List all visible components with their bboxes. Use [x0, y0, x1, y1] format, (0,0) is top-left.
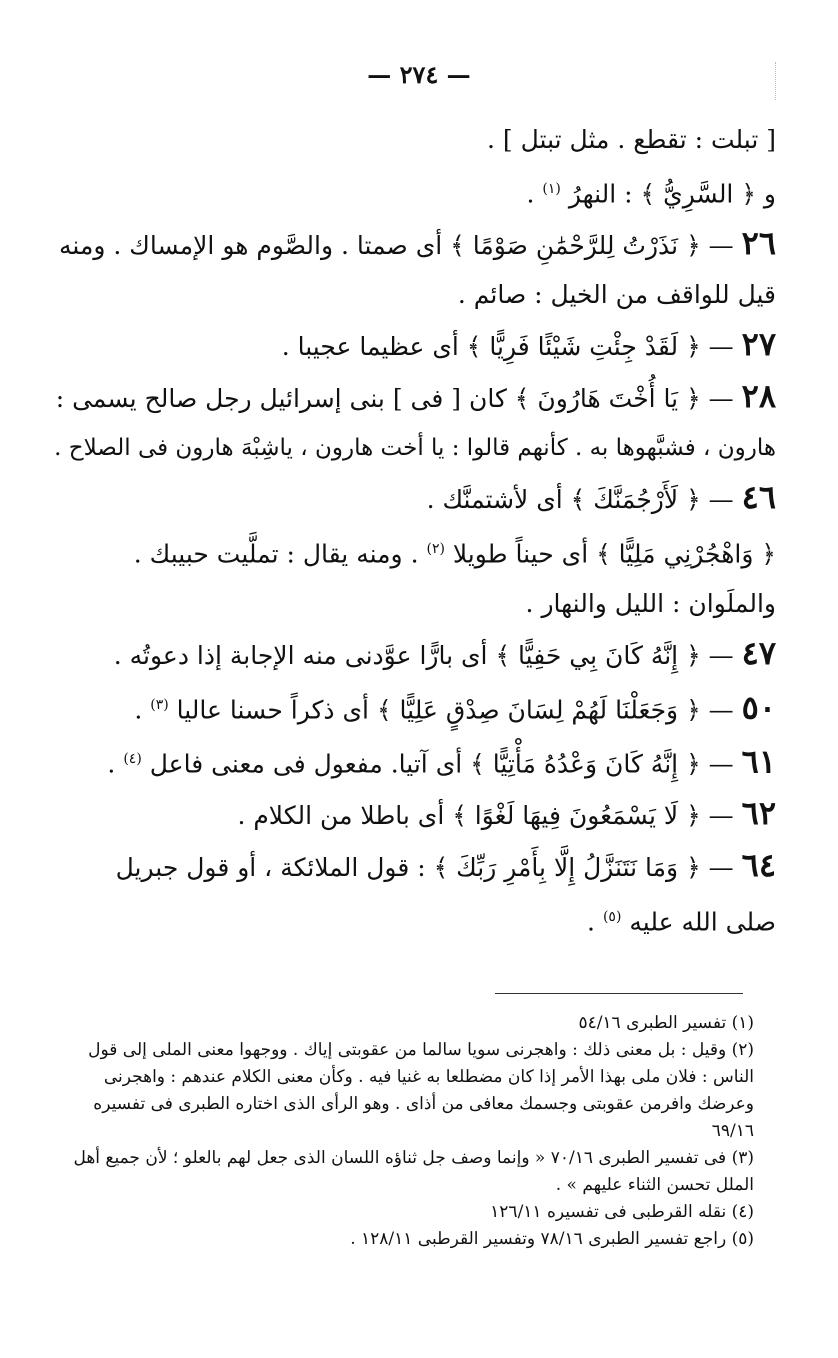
verse-text: — ﴿ وَمَا نَتَنَزَّلُ إِلَّا بِأَمْرِ رَبِّكَ ﴾ : قول الملائكة ، أو قول جبريل — [115, 853, 734, 883]
verse-number: ٦٤ — [741, 846, 776, 885]
footnote-1: (١) تفسير الطبرى ٥٤/١٦ — [578, 1013, 754, 1033]
text-line-tublat — [50, 125, 776, 155]
line-end: . ومنه يقال : تملَّيت حبيبك . — [133, 539, 419, 569]
verse-46-malawan — [50, 589, 776, 619]
verse-61 — [50, 744, 776, 779]
text-line-sari — [50, 174, 776, 209]
verse-28 — [50, 377, 776, 416]
verse-text: — ﴿ وَجَعَلْنَا لَهُمْ لِسَانَ صِدْقٍ عَلِيًّا ﴾ أى ذكراً حسنا عاليا — [176, 694, 734, 724]
verse-46-hujr — [50, 534, 776, 569]
verse-text: — ﴿ إِنَّهُ كَانَ بِي حَفِيًّا ﴾ أى بارًّا عوَّدنى منه الإجابة إذا دعوتُه . — [113, 640, 734, 670]
verse-26 — [50, 224, 776, 263]
verse-number: ٤٧ — [741, 633, 776, 672]
footnote-separator — [495, 993, 743, 994]
footnote-ref-2: (٢) — [426, 541, 445, 558]
footnotes — [50, 1010, 776, 1253]
verse-text: هارون ، فشبَّهوها به . كأنهم قالوا : يا أخت هارون ، ياشِبْهَ هارون فى الصلاح . — [54, 435, 776, 462]
line-text: و ﴿ السَّرِيُّ ﴾ : النهرُ — [568, 179, 776, 209]
verse-text: — ﴿ لَا يَسْمَعُونَ فِيهَا لَغْوًا ﴾ أى باطلا من الكلام . — [237, 801, 734, 831]
verse-50 — [50, 687, 776, 726]
verse-62 — [50, 794, 776, 833]
verse-number: ٢٨ — [741, 377, 776, 416]
verse-text: قيل للواقف من الخيل : صائم . — [457, 280, 776, 310]
line-end: . — [134, 694, 143, 724]
footnote-5: (٥) راجع تفسير الطبرى ٧٨/١٦ وتفسير القرطبى ١٢٨/١١ . — [350, 1229, 754, 1249]
verse-number: ٢٧ — [741, 325, 776, 364]
main-text — [50, 125, 776, 957]
verse-number: ٥٠ — [741, 687, 776, 726]
verse-number: ٢٦ — [741, 224, 776, 263]
footnote-ref-4: (٤) — [123, 750, 142, 767]
verse-text: — ﴿ نَذَرْتُ لِلرَّحْمَٰنِ صَوْمًا ﴾ أى صمتا . والصَّوم هو الإمساك . ومنه — [59, 231, 734, 261]
verse-text: — ﴿ يَا أُخْتَ هَارُونَ ﴾ كان [ فى ] بنى إسرائيل رجل صالح يسمى : — [55, 384, 734, 414]
footnote-3: (٣) فى تفسير الطبرى ٧٠/١٦ « وإنما وصف جل ثناؤه اللسان الذى جعل لهم بالعلو ؛ لأن جميع أهل الملل تحسن الثناء عليهم » . — [73, 1148, 754, 1195]
line-end: . — [107, 749, 116, 779]
verse-number: ٦١ — [741, 742, 776, 781]
line-text: [ تبلت : تقطع . مثل تبتل ] . — [487, 125, 776, 154]
line-end: . — [587, 907, 595, 937]
verse-46 — [50, 478, 776, 517]
verse-text: والملَوان : الليل والنهار . — [525, 588, 776, 618]
footnote-ref-1: (١) — [542, 181, 561, 197]
verse-64-continuation — [50, 902, 776, 937]
verse-number: ٦٢ — [741, 794, 776, 833]
footnote-ref-5: (٥) — [602, 909, 622, 926]
verse-27 — [50, 325, 776, 364]
verse-text: — ﴿ لَقَدْ جِئْتِ شَيْئًا فَرِيًّا ﴾ أى عظيما عجيبا . — [281, 332, 734, 362]
verse-text: — ﴿ إِنَّهُ كَانَ وَعْدُهُ مَأْتِيًّا ﴾ أى آتيا. مفعول فى معنى فاعل — [149, 749, 734, 779]
verse-26-continuation — [50, 280, 776, 310]
footnote-4: (٤) نقله القرطبى فى تفسيره ١٢٦/١١ — [490, 1202, 754, 1222]
footnote-2: (٢) وقيل : بل معنى ذلك : واهجرنى سويا سالما من عقوبتى إياك . ووجهوا معنى الملى إلى قول الناس : فلان ملى بهذا الأمر إذا كان مضطلعا به غنيا فيه . وكأن معنى الكلام عندهم : واهجرنى وعرضك وافرمن عقوبتى وجسمك معافى من أذاى . وهو الرأى الذى اختاره الطبرى فى تفسيره ٦٩/١٦ — [88, 1040, 754, 1141]
verse-text: ﴿ وَاهْجُرْنِي مَلِيًّا ﴾ أى حيناً طويلا — [452, 539, 776, 569]
verse-number: ٤٦ — [741, 478, 776, 517]
line-end: . — [526, 179, 535, 209]
verse-28-continuation — [50, 433, 776, 463]
footnote-ref-3: (٣) — [150, 696, 169, 713]
verse-text: — ﴿ لَأَرْجُمَنَّكَ ﴾ أى لأشتمنَّك . — [426, 485, 734, 515]
verse-47 — [50, 633, 776, 672]
verse-64 — [50, 846, 776, 885]
verse-text: صلى الله عليه — [629, 907, 776, 937]
page-number: — ٢٧٤ — — [367, 60, 471, 89]
